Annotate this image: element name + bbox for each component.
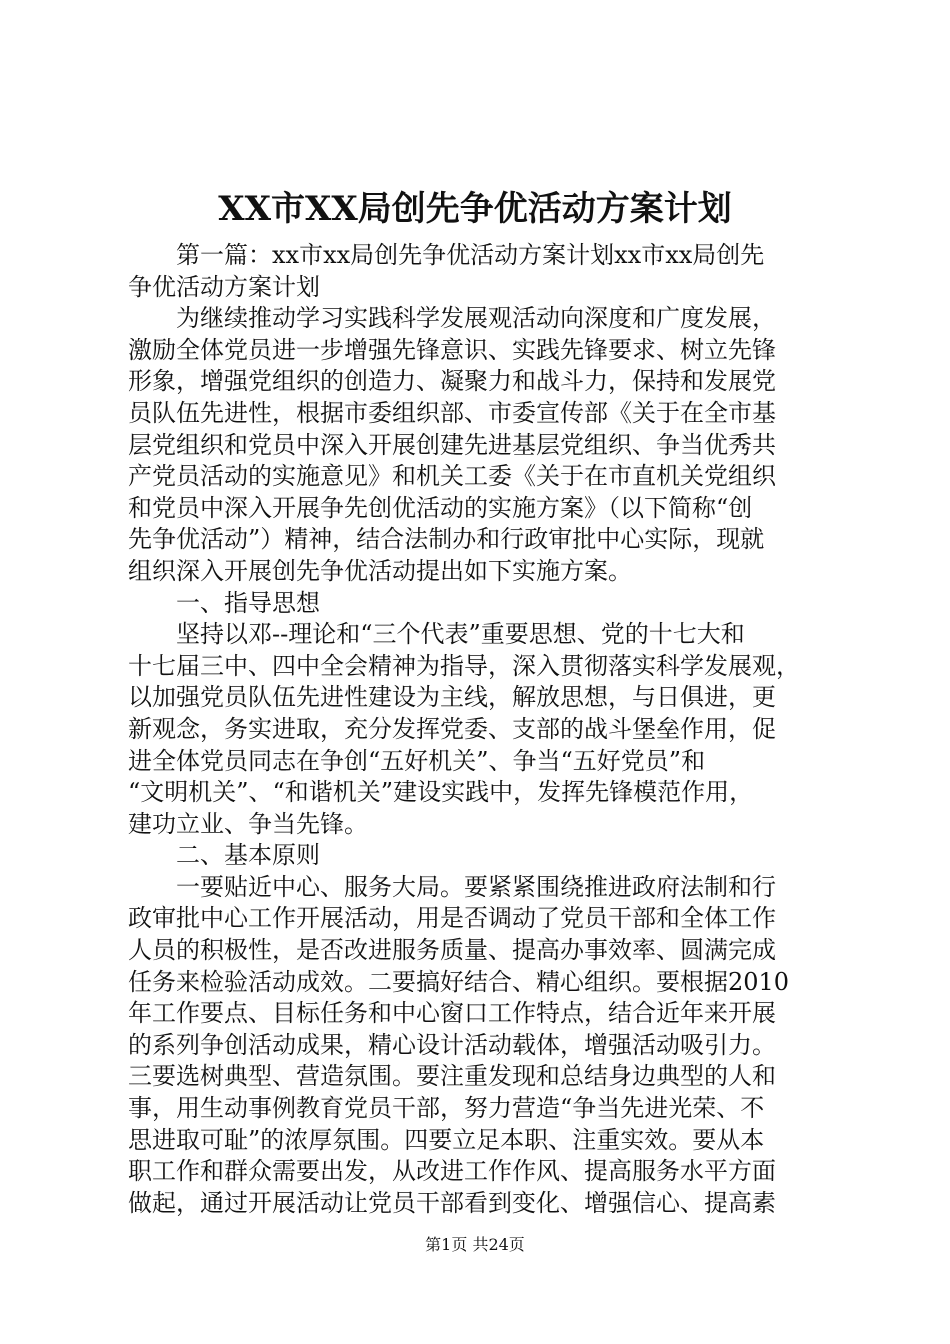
body-line: 思进取可耻”的浓厚氛围。四要立足本职、注重实效。要从本 — [128, 1125, 765, 1154]
body-line: 形象，增强党组织的创造力、凝聚力和战斗力，保持和发展党 — [128, 367, 776, 396]
section-heading: 一、指导思想 — [128, 588, 320, 617]
body-line: 员队伍先进性，根据市委组织部、市委宣传部《关于在全市基 — [128, 398, 776, 427]
body-line: “文明机关”、“和谐机关”建设实践中，发挥先锋模范作用， — [128, 778, 754, 807]
body-line: 以加强党员队伍先进性建设为主线，解放思想，与日俱进，更 — [128, 683, 776, 712]
body-line: 建功立业、争当先锋。 — [128, 809, 368, 838]
page-number-footer: 第1页 共24页 — [425, 1235, 525, 1254]
body-line: 做起，通过开展活动让党员干部看到变化、增强信心、提高素 — [128, 1188, 776, 1217]
body-line: 和党员中深入开展争先创优活动的实施方案》（以下简称“创 — [128, 493, 753, 522]
body-line: 政审批中心工作开展活动，用是否调动了党员干部和全体工作 — [128, 904, 776, 933]
body-line: 年工作要点、目标任务和中心窗口工作特点，结合近年来开展 — [128, 999, 776, 1028]
body-line: 坚持以邓--理论和“三个代表”重要思想、党的十七大和 — [128, 620, 745, 649]
body-line: 组织深入开展创先争优活动提出如下实施方案。 — [128, 556, 632, 585]
body-line: 争优活动方案计划 — [128, 272, 320, 301]
body-line: 新观念，务实进取，充分发挥党委、支部的战斗堡垒作用，促 — [128, 714, 776, 743]
body-line: 一要贴近中心、服务大局。要紧紧围绕推进政府法制和行 — [128, 872, 776, 901]
document-title: XX市XX局创先争优活动方案计划 — [218, 189, 732, 229]
body-line: 人员的积极性，是否改进服务质量、提高办事效率、圆满完成 — [128, 936, 776, 965]
section-heading: 二、基本原则 — [128, 841, 320, 870]
body-line: 的系列争创活动成果，精心设计活动载体，增强活动吸引力。 — [128, 1030, 776, 1059]
body-line: 事，用生动事例教育党员干部，努力营造“争当先进光荣、不 — [128, 1094, 765, 1123]
document-body — [128, 240, 828, 1219]
body-line: 产党员活动的实施意见》和机关工委《关于在市直机关党组织 — [128, 462, 776, 491]
body-line: 第一篇：xx市xx局创先争优活动方案计划xx市xx局创先 — [128, 241, 765, 269]
body-line: 进全体党员同志在争创“五好机关”、争当“五好党员”和 — [128, 746, 706, 775]
body-line: 先争优活动”）精神，结合法制办和行政审批中心实际，现就 — [128, 525, 765, 554]
body-line: 三要选树典型、营造氛围。要注重发现和总结身边典型的人和 — [128, 1062, 776, 1091]
body-line: 十七届三中、四中全会精神为指导，深入贯彻落实科学发展观， — [128, 651, 800, 680]
body-line: 为继续推动学习实践科学发展观活动向深度和广度发展， — [128, 304, 776, 333]
body-line: 层党组织和党员中深入开展创建先进基层党组织、争当优秀共 — [128, 430, 776, 459]
body-line: 任务来检验活动成效。二要搞好结合、精心组织。要根据2010 — [128, 967, 790, 996]
body-line: 职工作和群众需要出发，从改进工作作风、提高服务水平方面 — [128, 1157, 776, 1186]
body-line: 激励全体党员进一步增强先锋意识、实践先锋要求、树立先锋 — [128, 335, 776, 364]
